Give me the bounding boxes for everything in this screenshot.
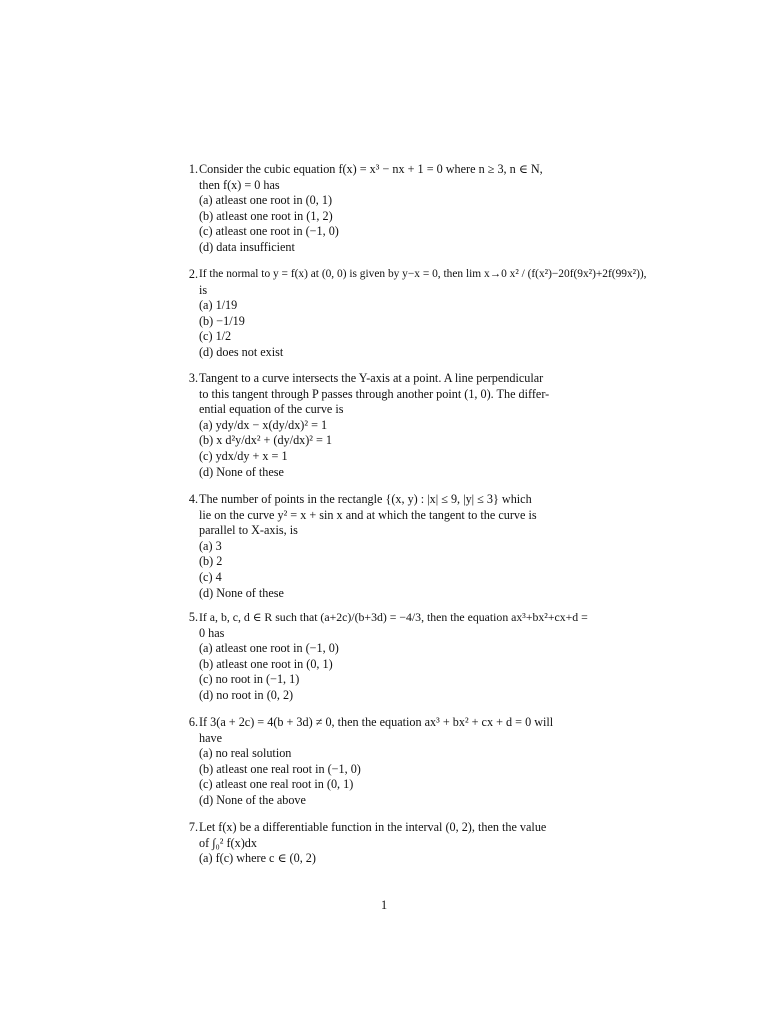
question-text-line: Tangent to a curve intersects the Y-axis at a point. A line perpendicular (199, 371, 544, 385)
question-text-line: 0 has (199, 625, 225, 640)
question-text-line: of ∫₀² f(x)dx (199, 835, 257, 850)
question-number: 3. (188, 371, 198, 385)
option-a: (a) 1/19 (199, 298, 238, 313)
question-number: 6. (188, 715, 198, 729)
question-body (199, 820, 605, 867)
question-text-line: Consider the cubic equation f(x) = x³ − nx + 1 = 0 where n ≥ 3, n ∈ N, (199, 162, 543, 176)
question-body (199, 267, 647, 361)
question-number: 1. (188, 162, 198, 176)
option-b: (b) atleast one root in (0, 1) (199, 656, 333, 671)
option-d: (d) does not exist (199, 344, 284, 359)
option-c: (c) atleast one real root in (0, 1) (199, 777, 354, 792)
option-a: (a) atleast one root in (−1, 0) (199, 641, 339, 656)
option-d: (d) None of the above (199, 792, 306, 807)
option-c: (c) 1/2 (199, 329, 232, 344)
question-text-line: If 3(a + 2c) = 4(b + 3d) ≠ 0, then the equation ax³ + bx² + cx + d = 0 will (199, 715, 554, 729)
option-d: (d) None of these (199, 585, 284, 600)
option-a: (a) atleast one root in (0, 1) (199, 193, 332, 208)
question-number: 7. (188, 820, 198, 834)
option-b: (b) 2 (199, 554, 223, 569)
question-number: 2. (188, 267, 198, 281)
question-text-line: to this tangent through P passes through another point (1, 0). The differ- (199, 386, 550, 401)
page-number: 1 (380, 898, 388, 912)
option-c: (c) atleast one root in (−1, 0) (199, 224, 339, 239)
question-text-line: parallel to X-axis, is (199, 523, 298, 538)
question-number: 5. (188, 610, 198, 624)
question-text-line: If the normal to y = f(x) at (0, 0) is given by y−x = 0, then lim x→0 x² / (f(x²)−20f(9x²)+2f(99x²)), (199, 268, 647, 280)
option-a: (a) no real solution (199, 746, 292, 761)
question-text-line: then f(x) = 0 has (199, 177, 280, 192)
option-d: (d) no root in (0, 2) (199, 687, 294, 702)
option-b: (b) atleast one root in (1, 2) (199, 208, 333, 223)
question-body (199, 492, 605, 601)
question-text-line: have (199, 730, 223, 745)
option-c: (c) 4 (199, 569, 222, 584)
question-text-line: is (199, 282, 208, 297)
option-c: (c) ydx/dy + x = 1 (199, 448, 288, 463)
question-body (199, 715, 605, 809)
option-a: (a) ydy/dx − x(dy/dx)² = 1 (199, 417, 328, 432)
option-a: (a) 3 (199, 538, 222, 553)
question-body (199, 371, 605, 480)
question-number: 4. (188, 492, 198, 506)
option-d: (d) None of these (199, 464, 284, 479)
question-body (199, 162, 605, 256)
question-text-line: lie on the curve y² = x + sin x and at which the tangent to the curve is (199, 507, 537, 522)
option-a: (a) f(c) where c ∈ (0, 2) (199, 851, 316, 866)
option-b: (b) −1/19 (199, 313, 245, 328)
question-text-line: Let f(x) be a differentiable function in the interval (0, 2), then the value (199, 820, 547, 834)
question-text-line: If a, b, c, d ∈ R such that (a+2c)/(b+3d) = −4/3, then the equation ax³+bx²+cx+d = (199, 610, 588, 624)
option-d: (d) data insufficient (199, 239, 295, 254)
option-b: (b) x d²y/dx² + (dy/dx)² = 1 (199, 433, 333, 448)
question-text-line: ential equation of the curve is (199, 402, 344, 417)
question-text-line: The number of points in the rectangle {(x, y) : |x| ≤ 9, |y| ≤ 3} which (199, 492, 532, 506)
option-c: (c) no root in (−1, 1) (199, 672, 300, 687)
question-body (199, 610, 605, 704)
option-b: (b) atleast one real root in (−1, 0) (199, 761, 361, 776)
